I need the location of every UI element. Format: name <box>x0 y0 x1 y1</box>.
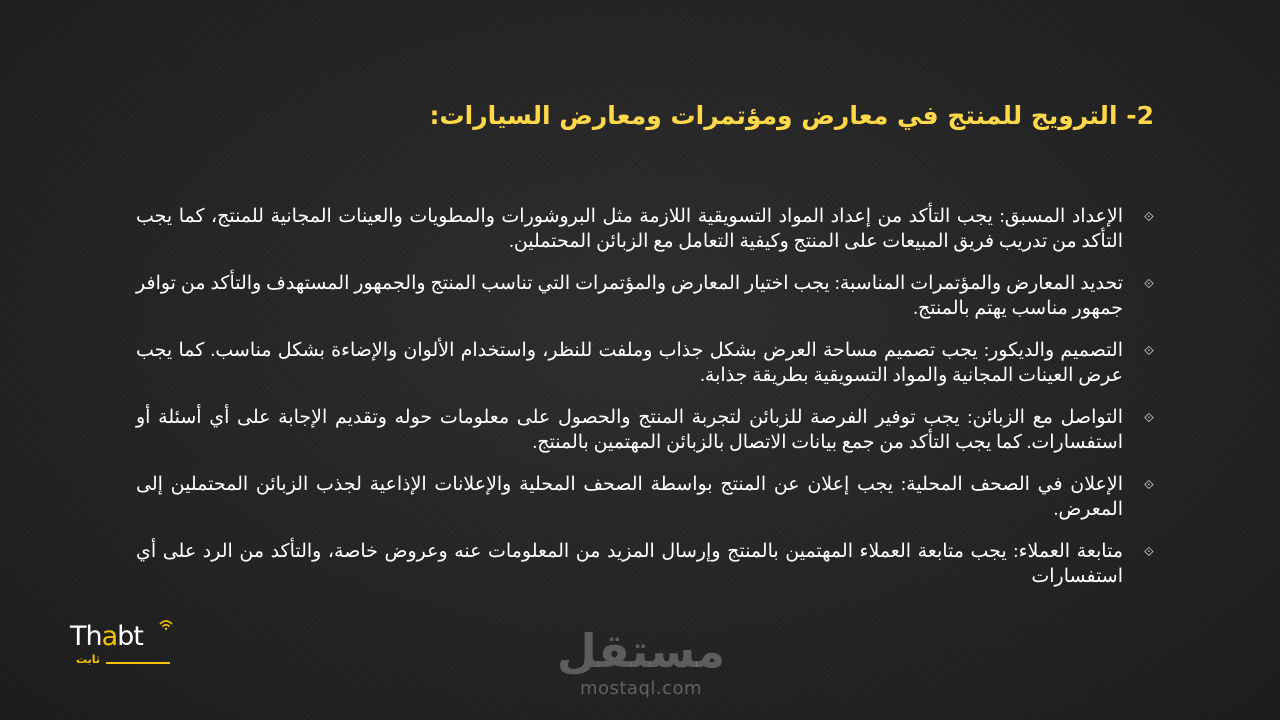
wifi-signal-icon <box>158 618 174 630</box>
thabt-logo-arabic: ثابت <box>76 653 101 666</box>
slide-title: 2- الترويج للمنتج في معارض ومؤتمرات ومعارض السيارات: <box>429 101 1154 130</box>
bullet-item-preparation <box>136 204 1154 254</box>
bullet-text: التصميم والديكور: يجب تصميم مساحة العرض بشكل جذاب وملفت للنظر، واستخدام الألوان والإضاءة بشكل مناسب. كما يجب عرض العينات المجانية والمواد التسويقية بطريقة جذابة. <box>136 340 1123 386</box>
thabt-logo-prefix: Th <box>70 621 102 652</box>
bullet-text: الإعداد المسبق: يجب التأكد من إعداد المواد التسويقية اللازمة مثل البروشورات والمطويات والعينات المجانية للمنتج، كما يجب التأكد من تدريب فريق المبيعات على المنتج وكيفية التعامل مع الزبائن المحتملين. <box>136 206 1123 252</box>
bullet-item-selection <box>136 271 1154 321</box>
bullet-item-design <box>136 338 1154 388</box>
diamond-bullet-icon: ⟐ <box>1143 545 1154 560</box>
thabt-logo-accent-letter: a <box>101 621 118 652</box>
bullet-item-followup <box>136 539 1154 589</box>
thabt-logo-underline <box>106 662 170 664</box>
mostaql-watermark-arabic: مستقل <box>556 624 726 678</box>
bullet-text: متابعة العملاء: يجب متابعة العملاء المهتمين بالمنتج وإرسال المزيد من المعلومات عنه وعروض خاصة، والتأكد من الرد على أي استفسارات <box>136 541 1123 587</box>
bullet-item-advertising <box>136 472 1154 522</box>
thabt-logo-suffix: bt <box>117 621 143 652</box>
bullet-text: التواصل مع الزبائن: يجب توفير الفرصة للزبائن لتجربة المنتج والحصول على معلومات حوله وتقديم الإجابة على أي أسئلة أو استفسارات. كما يجب التأكد من جمع بيانات الاتصال بالزبائن المهتمين بالمنتج. <box>136 407 1123 453</box>
thabt-logo <box>70 618 180 674</box>
diamond-bullet-icon: ⟐ <box>1143 277 1154 292</box>
bullet-item-communication <box>136 405 1154 455</box>
bullet-text: الإعلان في الصحف المحلية: يجب إعلان عن المنتج بواسطة الصحف المحلية والإعلانات الإذاعية لجذب الزبائن المحتملين إلى المعرض. <box>136 474 1123 520</box>
bullet-list <box>136 204 1154 606</box>
diamond-bullet-icon: ⟐ <box>1143 210 1154 225</box>
thabt-logo-wordmark <box>70 622 143 652</box>
bullet-text: تحديد المعارض والمؤتمرات المناسبة: يجب اختيار المعارض والمؤتمرات التي تناسب المنتج والجمهور المستهدف والتأكد من توافر جمهور مناسب يهتم بالمنتج. <box>136 273 1123 319</box>
diamond-bullet-icon: ⟐ <box>1143 411 1154 426</box>
diamond-bullet-icon: ⟐ <box>1143 478 1154 493</box>
diamond-bullet-icon: ⟐ <box>1143 344 1154 359</box>
mostaql-watermark-url: mostaql.com <box>579 678 703 699</box>
mostaql-watermark <box>556 624 726 708</box>
